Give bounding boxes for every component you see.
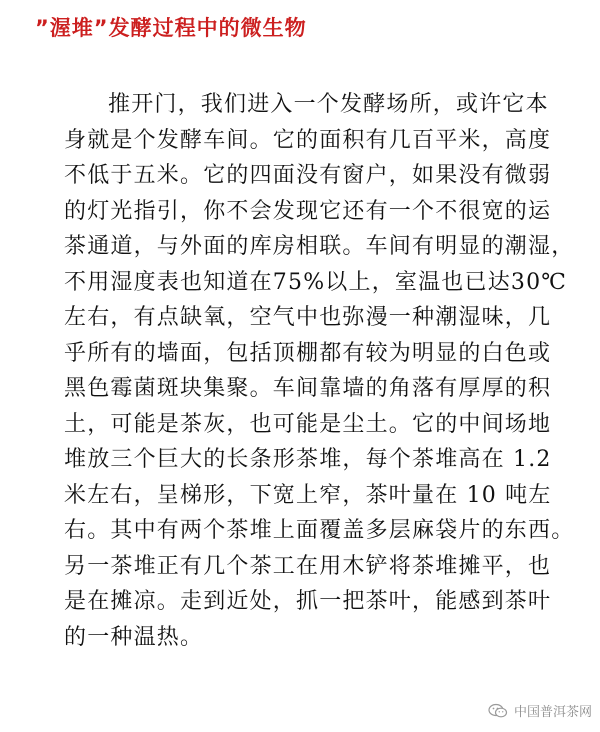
body-line: 左右，有点缺氧，空气中也弥漫一种潮湿味，几 [64, 305, 552, 330]
body-line: 土，可能是茶灰，也可能是尘土。它的中间场地 [64, 411, 552, 437]
body-line: 乎所有的墙面，包括顶棚都有较为明显的白色或 [64, 340, 552, 366]
body-line: 是在摊凉。走到近处，抓一把茶叶，能感到茶叶 [64, 589, 552, 614]
body-line: 堆放三个巨大的长条形茶堆，每个茶堆高在 1.2 [64, 447, 552, 472]
body-line: 不低于五米。它的四面没有窗户，如果没有微弱 [64, 163, 552, 188]
body-line: 的一种温热。 [64, 624, 204, 650]
body-line: 右。其中有两个茶堆上面覆盖多层麻袋片的东西。 [64, 518, 575, 543]
body-line: 茶通道，与外面的库房相联。车间有明显的潮湿， [64, 234, 575, 259]
watermark-text: 中国普洱茶网 [513, 705, 592, 720]
wechat-icon [488, 703, 508, 719]
article-title: ”渥堆”发酵过程中的微生物 [35, 16, 307, 40]
body-line: 黑色霉菌斑块集聚。车间靠墙的角落有厚厚的积 [64, 376, 552, 401]
body-line: 另一茶堆正有几个茶工在用木铲将茶堆摊平，也 [64, 553, 552, 579]
body-line: 不用湿度表也知道在75%以上，室温也已达30℃ [64, 269, 568, 295]
source-watermark [488, 701, 592, 720]
body-line: 的灯光指引，你不会发现它还有一个不很宽的运 [64, 198, 552, 224]
article-body [64, 87, 575, 655]
body-line: 推开门，我们进入一个发酵场所，或许它本 [108, 92, 549, 117]
body-line: 米左右，呈梯形，下宽上窄，茶叶量在 10 吨左 [64, 482, 552, 508]
body-line: 身就是个发酵车间。它的面积有几百平米，高度 [64, 127, 552, 153]
